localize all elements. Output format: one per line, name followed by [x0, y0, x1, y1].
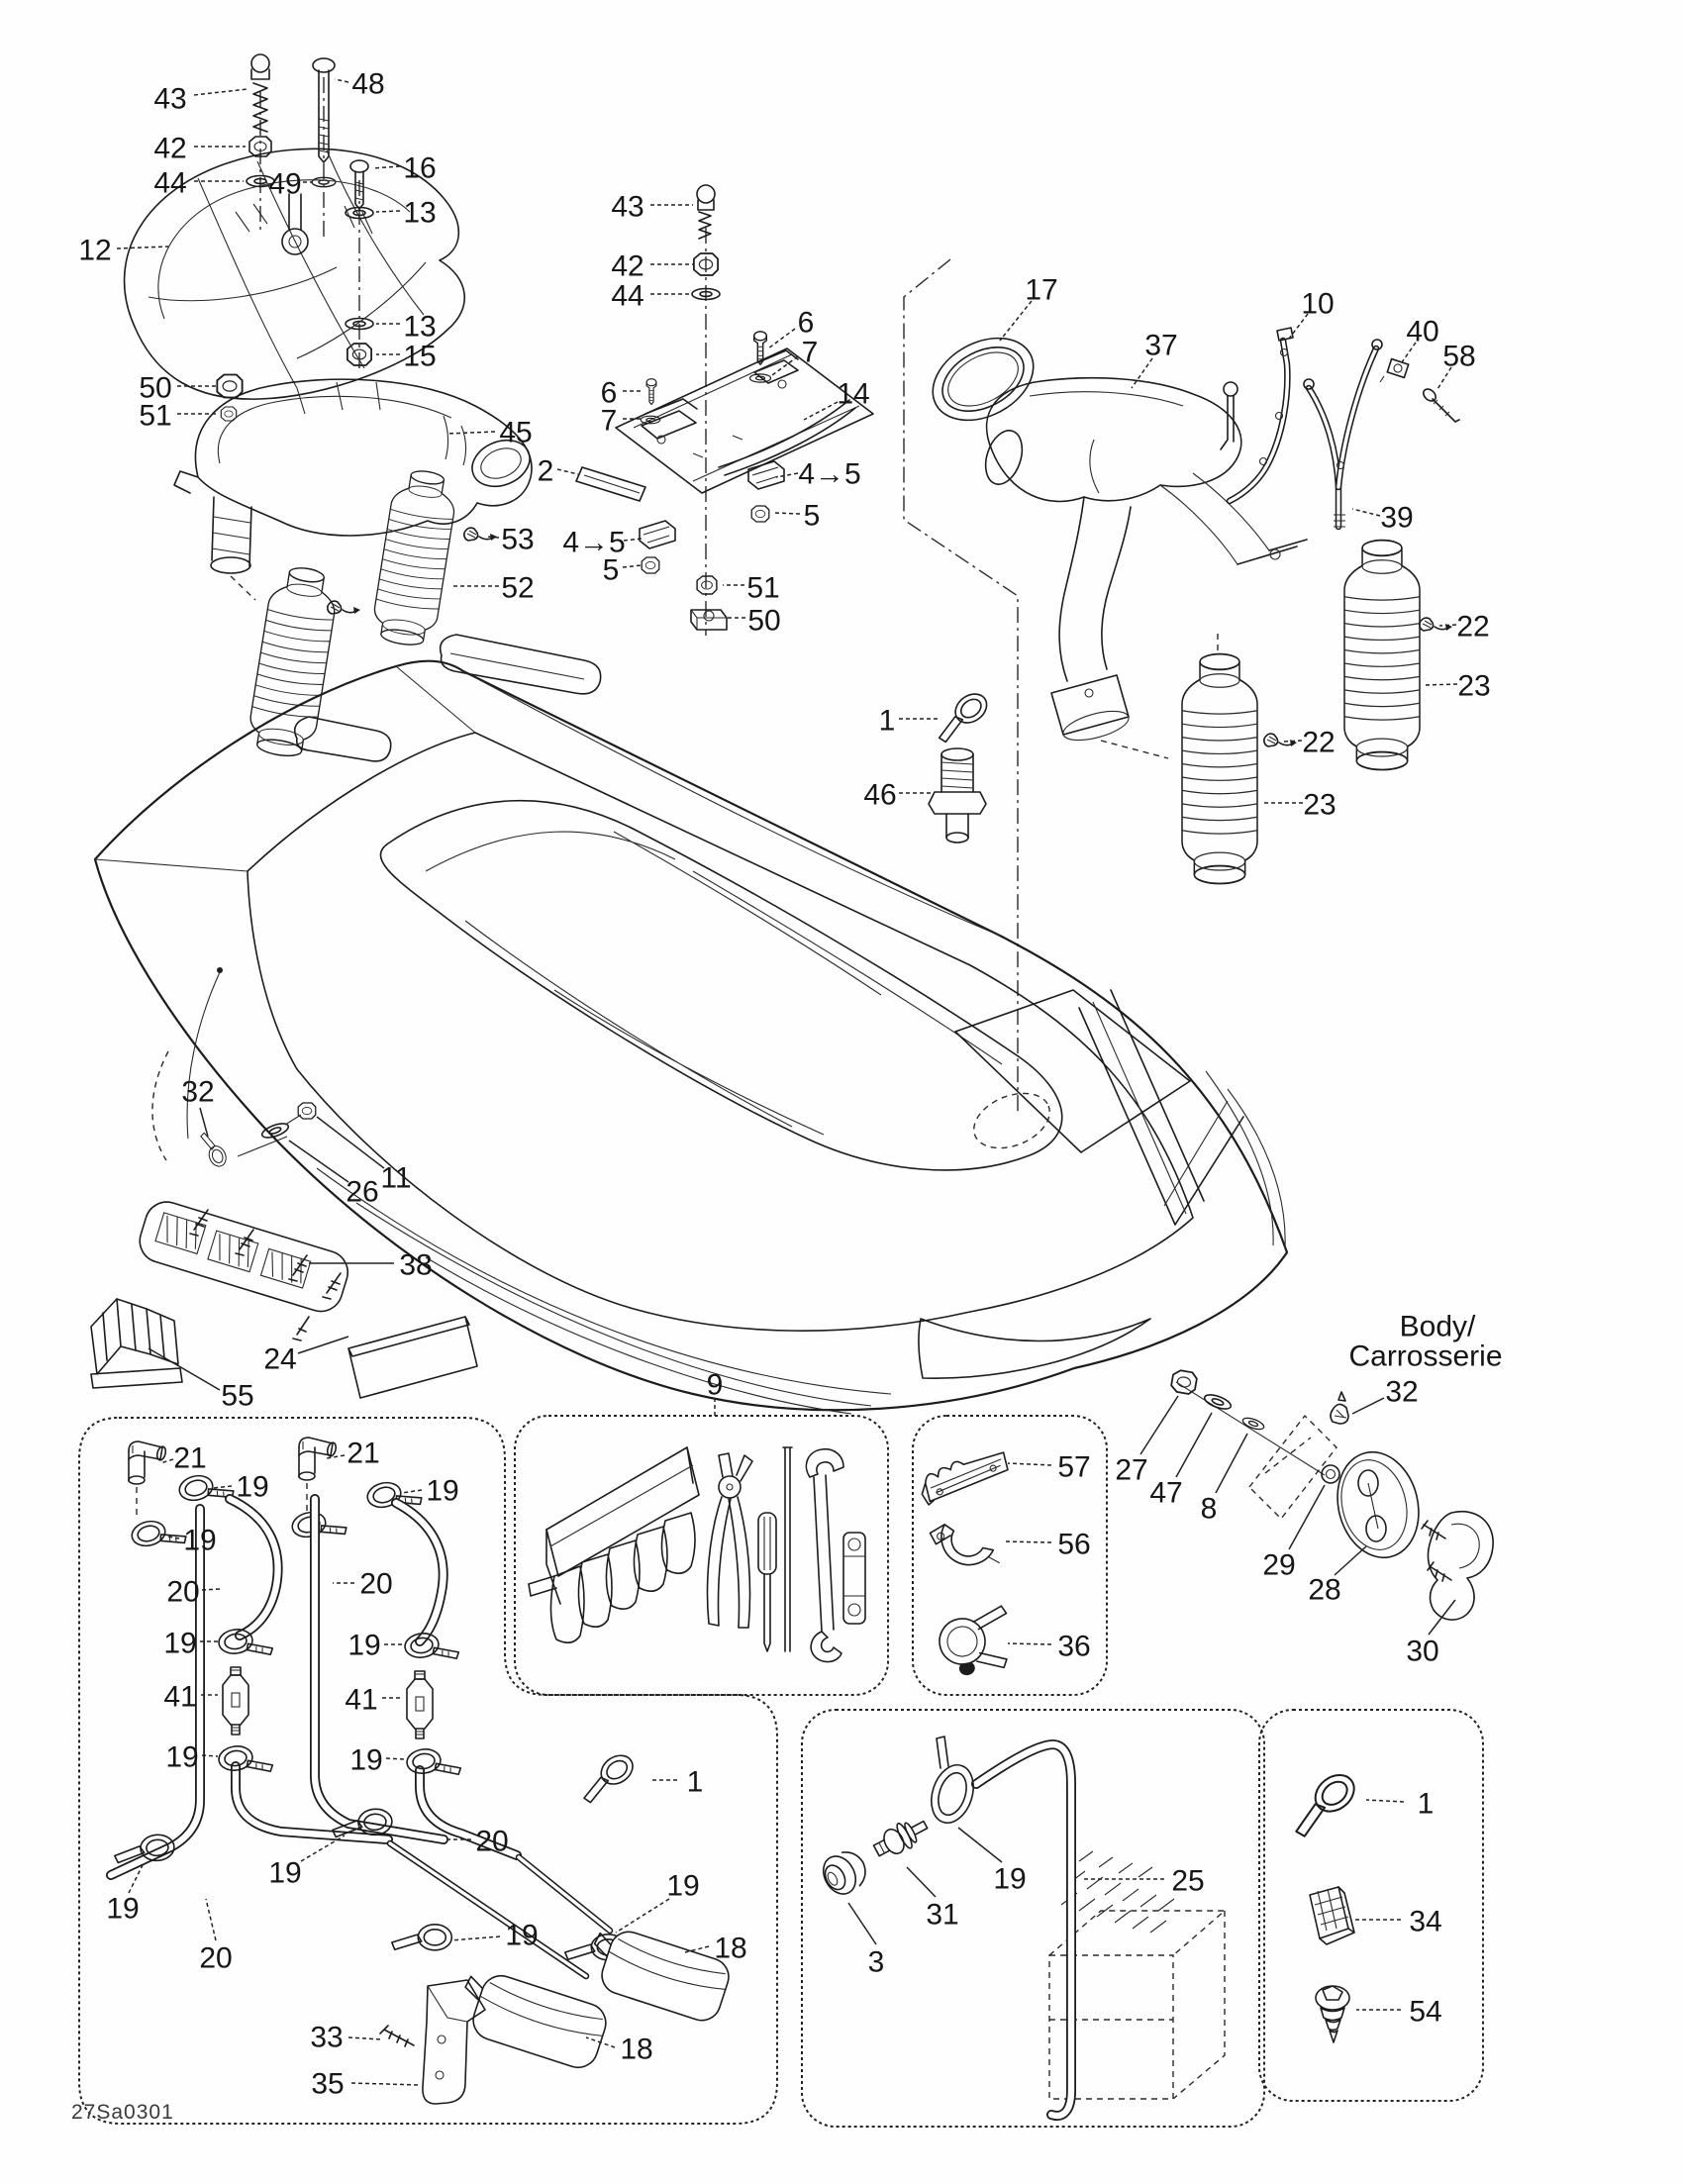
- clamp-19e: [217, 1625, 273, 1661]
- callout-label-19: 19: [426, 1474, 459, 1508]
- vent-grille-38: [135, 1197, 353, 1317]
- callout-label-19: 19: [347, 1629, 381, 1662]
- callout-label-55: 55: [221, 1379, 254, 1413]
- callout-label-2: 2: [537, 454, 554, 488]
- tie-1c: [1287, 1765, 1367, 1837]
- callout-label-20: 20: [199, 1941, 233, 1975]
- callout-label-19: 19: [165, 1740, 199, 1774]
- leader-line: [200, 1108, 208, 1137]
- callout-label-41: 41: [345, 1683, 378, 1717]
- clamp-4b: [640, 521, 675, 548]
- leader-line: [557, 469, 578, 474]
- screw-33: [380, 2026, 414, 2046]
- clamp-19f: [403, 1629, 459, 1665]
- callout-label-34: 34: [1409, 1905, 1442, 1938]
- retainer-28: [1327, 1443, 1430, 1566]
- pad-24: [348, 1317, 477, 1398]
- callout-label-26: 26: [346, 1175, 379, 1209]
- screw-22b-marker: [1420, 618, 1452, 631]
- tie-19l: [389, 1904, 462, 1973]
- nut-27: [1170, 1369, 1198, 1395]
- leader-line: [1004, 1541, 1051, 1542]
- clamp-19h: [405, 1744, 461, 1781]
- callout-label-1: 1: [686, 1765, 704, 1799]
- gasket-17: [919, 322, 1047, 437]
- hose-20-col2: [315, 1499, 517, 1855]
- callout-label-37: 37: [1144, 329, 1178, 362]
- seat: [380, 801, 1061, 1170]
- callout-label-15: 15: [403, 340, 437, 373]
- nut-5b: [642, 557, 659, 573]
- screws-28: [1422, 1521, 1451, 1581]
- nut-50a: [217, 375, 242, 398]
- battery-hatch: [1061, 1851, 1174, 1933]
- clamp-57: [917, 1450, 1012, 1506]
- callout-label-43: 43: [153, 82, 187, 116]
- callout-label-29: 29: [1262, 1548, 1296, 1582]
- leader-line: [1426, 684, 1457, 685]
- leader-line: [1000, 301, 1032, 341]
- leader-line: [202, 1755, 218, 1756]
- callout-label-10: 10: [1301, 287, 1335, 321]
- leader-line: [1176, 1413, 1212, 1477]
- leader-line: [1366, 1800, 1404, 1802]
- leader-line: [194, 89, 248, 95]
- leader-line: [685, 1946, 709, 1952]
- callout-label-18: 18: [620, 2033, 653, 2066]
- callout-label-33: 33: [310, 2021, 344, 2054]
- callout-label-30: 30: [1406, 1635, 1439, 1668]
- fitting-46: [929, 748, 986, 843]
- clamp-36: [936, 1606, 1014, 1679]
- callout-label-13: 13: [403, 196, 437, 230]
- callout-label-46: 46: [863, 778, 897, 812]
- nut-40: [1387, 359, 1408, 378]
- washer-7a: [750, 374, 771, 382]
- leader-line: [776, 473, 798, 477]
- silencer-45: [174, 379, 537, 573]
- leader-line: [1008, 1643, 1051, 1644]
- leader-line: [335, 79, 348, 82]
- callout-label-19: 19: [106, 1892, 140, 1926]
- fastener-32b: [1331, 1392, 1348, 1424]
- callout-label-12: 12: [78, 234, 112, 267]
- leader-line: [298, 1337, 348, 1353]
- duct-37: [979, 378, 1307, 746]
- callout-label-20: 20: [166, 1575, 200, 1609]
- hull-body: [91, 635, 1287, 1414]
- callout-label-25: 25: [1171, 1864, 1205, 1898]
- elbow-21a: [129, 1441, 167, 1484]
- bow-console: [955, 990, 1285, 1249]
- leader-line: [1216, 1434, 1247, 1493]
- nut-11: [298, 1103, 316, 1119]
- tool-pliers: [708, 1453, 752, 1628]
- callout-label-44: 44: [611, 279, 644, 313]
- callout-label-23: 23: [1303, 788, 1336, 822]
- leader-line: [117, 247, 168, 248]
- clamp-19g: [217, 1741, 273, 1778]
- callout-label-48: 48: [351, 67, 385, 101]
- callout-label-19: 19: [268, 1856, 302, 1890]
- callout-label-31: 31: [926, 1898, 959, 1932]
- nut-51b: [697, 576, 717, 594]
- bracket-39: [1304, 340, 1382, 527]
- callout-label-7: 7: [801, 336, 819, 369]
- tie-32: [198, 1133, 232, 1170]
- callout-label-42: 42: [153, 132, 187, 165]
- bellows-23a: [1182, 654, 1257, 884]
- float-18b: [582, 1922, 734, 2025]
- grommet-3: [817, 1845, 872, 1900]
- callout-label-41: 41: [163, 1680, 197, 1714]
- callout-label-22: 22: [1456, 610, 1490, 644]
- callout-label-40: 40: [1406, 315, 1439, 348]
- callout-label-19: 19: [163, 1627, 197, 1660]
- callout-label-13: 13: [403, 310, 437, 344]
- screw-58: [1380, 376, 1459, 422]
- callout-label-53: 53: [501, 523, 535, 556]
- callout-label-36: 36: [1057, 1630, 1091, 1663]
- washer-47: [1203, 1392, 1233, 1412]
- callout-label-20: 20: [359, 1567, 393, 1601]
- hardware-box: [1259, 1710, 1483, 2101]
- leader-line: [1289, 1485, 1325, 1549]
- grid-pad-34: [1310, 1887, 1354, 1944]
- callout-label-19: 19: [993, 1862, 1027, 1896]
- rear-rail: [295, 635, 601, 761]
- nut-5a: [751, 506, 769, 522]
- callout-label-22: 22: [1302, 726, 1336, 759]
- bellows-52b: [370, 467, 460, 649]
- leader-line: [317, 1117, 384, 1168]
- callout-label-39: 39: [1380, 501, 1414, 535]
- callout-label-4→5: 4→5: [798, 457, 861, 491]
- valve-31: [870, 1813, 933, 1863]
- gasket-plate: [1249, 1416, 1336, 1519]
- leader-line: [1352, 1398, 1384, 1414]
- callout-label-6: 6: [600, 376, 618, 410]
- section-label-line1: Body/: [1399, 1310, 1476, 1343]
- leader-line: [958, 1828, 1002, 1862]
- nut-50b: [691, 610, 727, 630]
- callout-label-19: 19: [505, 1919, 539, 1952]
- filter-41b: [407, 1671, 433, 1738]
- callout-label-24: 24: [263, 1342, 297, 1376]
- callout-label-1: 1: [878, 704, 896, 738]
- leader-line: [351, 2083, 420, 2085]
- callout-label-16: 16: [403, 151, 437, 185]
- callout-label-11: 11: [380, 1161, 412, 1195]
- tool-wrench: [806, 1449, 843, 1662]
- callout-label-57: 57: [1057, 1450, 1091, 1484]
- elbow-21b: [299, 1438, 338, 1480]
- callout-label-51: 51: [746, 571, 780, 605]
- callout-label-21: 21: [173, 1441, 207, 1475]
- callout-label-50: 50: [747, 604, 781, 638]
- callout-label-56: 56: [1057, 1528, 1091, 1561]
- clamp-19b: [130, 1514, 188, 1555]
- clamp-56: [929, 1517, 999, 1574]
- callout-label-19: 19: [183, 1524, 217, 1557]
- callout-label-27: 27: [1115, 1453, 1148, 1487]
- leader-line: [1284, 741, 1302, 742]
- leader-line: [372, 166, 400, 168]
- leader-line: [447, 432, 495, 434]
- bracket-35: [423, 1980, 485, 2104]
- tool-screwdriver: [758, 1513, 776, 1651]
- leader-line: [348, 2037, 382, 2039]
- hook-30: [1428, 1512, 1493, 1620]
- callout-labels: [78, 68, 1490, 2101]
- leader-line: [1132, 358, 1152, 388]
- callout-label-58: 58: [1442, 340, 1476, 373]
- callout-label-38: 38: [399, 1248, 433, 1282]
- callout-label-32: 32: [181, 1075, 215, 1109]
- callout-label-19: 19: [666, 1869, 700, 1903]
- washer-8: [1241, 1416, 1265, 1432]
- leader-line: [1429, 1600, 1455, 1635]
- callout-label-18: 18: [714, 1932, 747, 1965]
- leader-line: [768, 329, 795, 348]
- leader-line: [1335, 1546, 1366, 1575]
- filter-41a: [223, 1667, 248, 1735]
- callout-label-17: 17: [1025, 273, 1058, 307]
- leader-line: [1140, 1396, 1178, 1454]
- callout-label-6: 6: [797, 306, 815, 340]
- tool-socket: [843, 1533, 865, 1624]
- grommet-29: [1322, 1465, 1339, 1483]
- screw-54: [1316, 1986, 1349, 2042]
- bolt-6b: [646, 379, 656, 405]
- callout-label-21: 21: [346, 1437, 380, 1470]
- callout-label-20: 20: [475, 1825, 509, 1858]
- callout-label-43: 43: [611, 190, 644, 224]
- callout-label-52: 52: [501, 571, 535, 605]
- clamp-1a: [933, 686, 995, 743]
- callout-label-7: 7: [600, 404, 618, 438]
- leader-line: [214, 1486, 232, 1488]
- leader-line: [206, 1899, 216, 1940]
- leader-line: [202, 1589, 220, 1590]
- leader-line: [1008, 1463, 1051, 1465]
- leader-line: [1439, 625, 1456, 626]
- callout-label-19: 19: [236, 1470, 269, 1504]
- float-18a: [452, 1965, 611, 2072]
- leader-line: [450, 1936, 500, 1940]
- callout-label-35: 35: [311, 2067, 345, 2101]
- callout-label-19: 19: [349, 1743, 383, 1777]
- section-label-line2: Carrosserie: [1348, 1340, 1503, 1373]
- screw-53-marker: [464, 528, 497, 541]
- callout-label-9: 9: [706, 1368, 724, 1402]
- leader-line: [623, 565, 642, 567]
- callout-label-42: 42: [611, 249, 644, 283]
- callout-label-8: 8: [1200, 1492, 1218, 1526]
- callout-label-32: 32: [1385, 1375, 1419, 1409]
- callout-label-14: 14: [837, 377, 870, 411]
- callout-label-23: 23: [1457, 669, 1491, 703]
- callout-label-3: 3: [867, 1945, 885, 1979]
- callout-label-47: 47: [1149, 1476, 1183, 1510]
- louver-55: [91, 1299, 182, 1388]
- leader-line: [376, 211, 400, 212]
- grille-screws: [190, 1210, 341, 1340]
- exhaust-assembly: [904, 259, 1459, 1113]
- bellows-52a: [246, 563, 341, 760]
- callout-label-54: 54: [1409, 1995, 1442, 2029]
- tool-pouch: [529, 1447, 699, 1642]
- leader-line: [402, 1490, 422, 1493]
- tie-1b: [579, 1748, 641, 1803]
- callout-label-49: 49: [268, 167, 302, 201]
- leader-line: [616, 1899, 669, 1933]
- leader-line: [774, 513, 800, 514]
- vent-tube-25: [976, 1744, 1071, 2116]
- callout-label-45: 45: [499, 416, 533, 449]
- leader-line: [1352, 509, 1380, 516]
- drawing-code: 27Sa0301: [71, 2101, 174, 2124]
- leader-line: [386, 1758, 404, 1759]
- bellows-23b: [1344, 541, 1420, 770]
- tool-rod: [783, 1447, 792, 1651]
- leader-line: [848, 1903, 876, 1944]
- callout-label-4→5: 4→5: [562, 526, 626, 559]
- callout-label-28: 28: [1308, 1573, 1341, 1607]
- callout-label-5: 5: [602, 553, 620, 587]
- screw-22a-marker: [1264, 734, 1297, 746]
- leader-line: [907, 1867, 936, 1897]
- callout-label-50: 50: [139, 371, 172, 405]
- callout-label-1: 1: [1417, 1787, 1435, 1821]
- toolkit-box: [515, 1416, 888, 1695]
- leader-line: [804, 402, 838, 420]
- callout-label-5: 5: [803, 499, 821, 533]
- callout-label-44: 44: [153, 166, 187, 200]
- battery-vent-box: [802, 1710, 1264, 2127]
- callout-label-51: 51: [139, 399, 172, 433]
- bracket-10: [1221, 328, 1293, 501]
